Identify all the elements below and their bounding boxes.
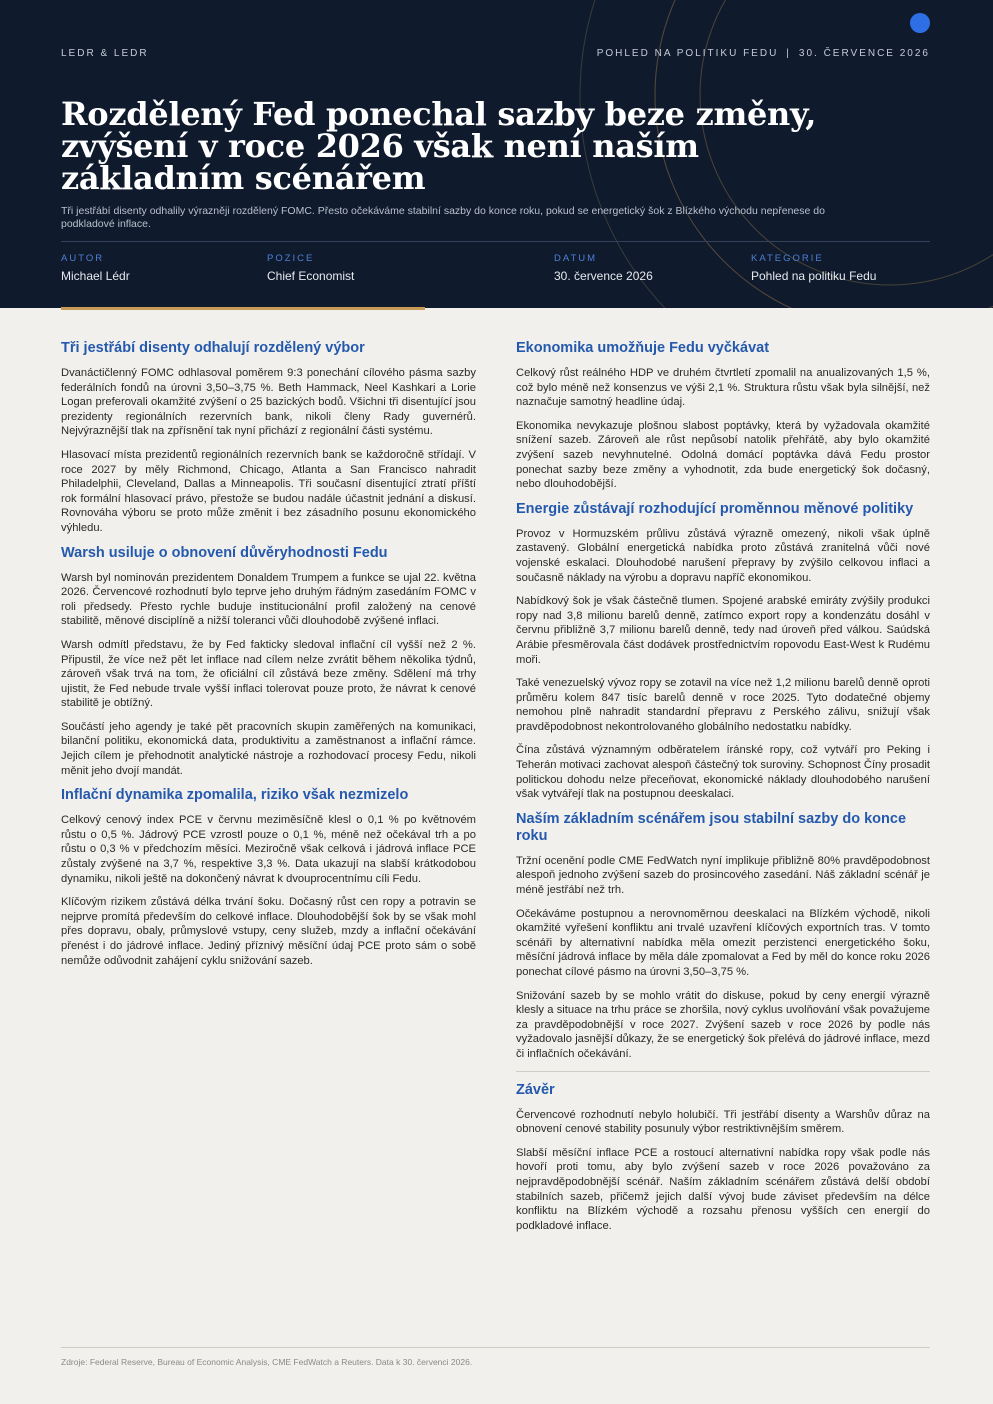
header-section: POHLED NA POLITIKU FEDU bbox=[596, 48, 779, 59]
paragraph: Celkový cenový index PCE v červnu meziměsíčně klesl o 0,1 % po květnovém růstu o 0,5 %. Jádrový PCE vzrostl pouze o 0,1 %, méně než očekával trh a po růstu o 0,3 % v předchozím měsíci. Meziročně však celková i jádrová inflace PCE zůstaly zvýšené na 3,7 %, respektive 3,3 %. Data ukazují na slabší krátkodobou dynamiku, nikoli ještě na dokončený návrat k dvouprocentnímu cíli Fedu. bbox=[61, 814, 476, 885]
paragraph: Warsh byl nominován prezidentem Donaldem Trumpem a funkce se ujal 22. května 2026. Červencové rozhodnutí bylo teprve jeho druhým řádným zasedáním FOMC v roli předsedy. Přesto rychle buduje institucionální profil založený na cenové stabilitě, měnové disciplíně a nižší toleranci vůči dlouhodobě zvýšené inflaci. bbox=[61, 571, 476, 628]
section-conclusion bbox=[516, 1082, 930, 1234]
section-heading: Ekonomika umožňuje Fedu vyčkávat bbox=[516, 340, 770, 356]
meta-category bbox=[751, 253, 876, 283]
section-heading: Energie zůstávají rozhodující proměnnou měnové politiky bbox=[516, 500, 914, 517]
header-banner bbox=[0, 0, 993, 308]
paragraph: Ekonomika nevykazuje plošnou slabost poptávky, která by vyžadovala okamžité snížení sazeb. Zároveň ale růst nepůsobí natolik přehřátě, aby bylo okamžité zvýšení sazeb nevyhnutelné. Odolná domácí poptávka dává Fedu prostor ponechat sazby beze změny a vyhodnotit, zda bude energetický šok dočasný, nebo dlouhodobější. bbox=[516, 419, 930, 491]
left-column bbox=[61, 340, 476, 977]
page-subtitle: Tři jestřábí disenty odhalily výrazněji rozdělený FOMC. Přesto očekáváme stabilní sazby do konce roku, pokud se energetický šok z Blízkého východu nepřenese do podkladové inflace. bbox=[61, 205, 825, 230]
paragraph: Očekáváme postupnou a nerovnoměrnou deeskalaci na Blízkém východě, nikoli okamžité vyřešení konfliktu ani trvalé uzavření klíčových exportních tras. V tomto scénáři by alternativní nabídka měla omezit perzistenci energetického šoku, měsíční jádrová inflace by měla dále zpomalovat a Fed by měl do konce roku 2026 ponechat cílové pásmo na úrovni 3,50–3,75 %. bbox=[516, 907, 930, 978]
paragraph: Slabší měsíční inflace PCE a rostoucí alternativní nabídka ropy však podle nás hovoří proti tomu, aby bylo zvýšení sazeb v roce 2026 považováno za nejpravděpodobnější scénář. Naším základním scénářem zůstává delší období stabilních sazeb, přičemž jejich další vývoj bude záviset především na délce konfliktu na Blízkém východě a rozsahu přenosu vyšších cen energií do podkladové inflace. bbox=[516, 1146, 930, 1232]
paragraph: Warsh odmítl představu, že by Fed fakticky sledoval inflační cíl vyšší než 2 %. Připustil, že více než pět let inflace nad cílem nelze zvrátit během několika týdnů, zároveň však trvá na tom, že oficiální cíl zůstává beze změny. Sdělení má trhy ujistit, že Fed nebude trvale vyšší inflaci tolerovat pouze proto, že návrat k cenové stabilitě je obtížný. bbox=[61, 638, 476, 710]
section-heading: Warsh usiluje o obnovení důvěryhodnosti Fedu bbox=[61, 544, 388, 561]
paragraph: Červencové rozhodnutí nebylo holubičí. Tři jestřábí disenty a Warshův důraz na obnovení cenové stability posunuly výbor restriktivnějším směrem. bbox=[516, 1108, 930, 1136]
footer-sources: Zdroje: Federal Reserve, Bureau of Economic Analysis, CME FedWatch a Reuters. Data k 30. červenci 2026. bbox=[61, 1357, 473, 1367]
section-inflation bbox=[61, 787, 476, 968]
paragraph: Hlasovací místa prezidentů regionálních rezervních bank se každoročně střídají. V roce 2027 by měly Richmond, Chicago, Atlanta a San Francisco nahradit Philadelphii, Cleveland, Dallas a Minneapolis. Tři současní disentující ztratí příští rok formální hlasovací právo, přestože se budou nadále účastnit jednání a diskusí. Rovnováha výboru se proto může změnit i bez zásadního posunu ekonomického výhledu. bbox=[61, 448, 476, 534]
paragraph: Snižování sazeb by se mohlo vrátit do diskuse, pokud by ceny energií výrazně klesly a situace na trhu práce se zhoršila, nový cyklus uvolňování však považujeme za pravděpodobnější v roce 2027. Zvýšení sazeb v roce 2026 by podle nás vyžadovalo jasnější důkazy, že se energetický šok přelévá do jádrové inflace, mezd či inflačních očekávání. bbox=[516, 989, 930, 1060]
header-date: 30. ČERVENCE 2026 bbox=[798, 48, 930, 59]
meta-value: Chief Economist bbox=[267, 269, 355, 283]
meta-value: Pohled na politiku Fedu bbox=[751, 269, 877, 283]
meta-label: KATEGORIE bbox=[751, 253, 824, 264]
paragraph: Provoz v Hormuzském průlivu zůstává výrazně omezený, nikoli však úplně zastavený. Globální energetická nabídka proto zůstává zranitelná vůči nové vojenské eskalaci. Dlouhodobé narušení přepravy by zvýšilo celkovou inflaci a současně náklady na výrobu a dopravu napříč ekonomikou. bbox=[516, 527, 930, 584]
section-energy bbox=[516, 501, 930, 802]
conclusion-divider bbox=[516, 1071, 930, 1072]
paragraph: Klíčovým rizikem zůstává délka trvání šoku. Dočasný růst cen ropy a potravin se nejprve promítá především do celkové inflace. Dlouhodobější šok by se však mohl přes dopravu, obaly, průmyslové vstupy, ceny služeb, mzdy a inflační očekávání přenést i do jádrové inflace. Jediný příznivý měsíční údaj PCE proto sám o sobě nemůže odůvodnit zahájení cyklu snižování sazeb. bbox=[61, 896, 476, 967]
header-section-date bbox=[597, 48, 930, 59]
header-divider bbox=[61, 241, 930, 242]
section-warsh bbox=[61, 545, 476, 779]
paragraph: Také venezuelský vývoz ropy se zotavil na více než 1,2 milionu barelů denně oproti průměru kolem 847 tisíc barelů denně v roce 2025. Tyto dodatečné objemy nemohou plně nahradit standardní přepravu z Perského zálivu, snižují však pravděpodobnost nekontrolovaného globálního nedostatku nabídky. bbox=[516, 677, 930, 733]
meta-value: Michael Lédr bbox=[61, 269, 130, 283]
header-separator: | bbox=[786, 48, 791, 59]
section-heading: Naším základním scénářem jsou stabilní sazby do konce roku bbox=[516, 810, 907, 844]
paragraph: Tržní ocenění podle CME FedWatch nyní implikuje přibližně 80% pravděpodobnost alespoň jednoho zvýšení sazeb do prosincového zasedání. Náš základní scénář je méně jestřábí než trh. bbox=[516, 854, 930, 897]
brand-name: LEDR & LEDR bbox=[61, 48, 149, 59]
paragraph: Čína zůstává významným odběratelem íránské ropy, což vytváří pro Peking i Teherán motivaci zachovat alespoň částečný tok suroviny. Schopnost Číny prosadit politickou dohodu nelze přeceňovat, ekonomické náklady dlouhodobého narušení však vytvářejí tlak na postupnou deeskalaci. bbox=[516, 744, 930, 801]
section-dissents bbox=[61, 340, 476, 536]
paragraph: Součástí jeho agendy je také pět pracovních skupin zaměřených na komunikaci, bilanční politiku, ekonomická data, produktivitu a zaměstnanost a inflační rámce. Jejich cílem je přehodnotit analytické nástroje a rozhodovací procesy Fedu, nikoli měnit jeho dvojí mandát. bbox=[61, 720, 476, 777]
section-heading: Inflační dynamika zpomalila, riziko však nezmizelo bbox=[61, 787, 409, 804]
paragraph: Nabídkový šok je však částečně tlumen. Spojené arabské emiráty zvýšily produkci ropy nad 3,8 milionu barelů denně, zatímco export ropy a kondenzátu dosáhl v červnu přibližně 3,7 milionu barelů denně, tedy nad úroveň před válkou. Saúdská Arábie přesměrovala část dodávek prostřednictvím ropovodu East-West k Rudému moři. bbox=[516, 595, 930, 666]
brand-dot bbox=[910, 13, 930, 33]
section-base-case bbox=[516, 811, 930, 1062]
section-heading: Závěr bbox=[516, 1081, 555, 1098]
accent-line bbox=[61, 307, 425, 310]
meta-value: 30. července 2026 bbox=[554, 269, 653, 283]
meta-label: DATUM bbox=[554, 253, 598, 264]
paragraph: Dvanáctičlenný FOMC odhlasoval poměrem 9:3 ponechání cílového pásma sazby federálních fondů na úrovni 3,50–3,75 %. Beth Hammack, Neel Kashkari a Lorie Logan preferovali okamžité zvýšení o 25 bazických bodů. Všichni tři disentující jsou prezidenty regionálních rezervních bank, nikoli členy Rady guvernérů. Nejvýraznější tlak na zpřísnění tak nyní přichází z regionální části systému. bbox=[61, 367, 476, 438]
section-economy bbox=[516, 340, 930, 492]
right-column bbox=[516, 340, 930, 1242]
meta-date bbox=[554, 253, 653, 283]
page-title: Rozdělený Fed ponechal sazby beze změny, zvýšení v roce 2026 však není naším základním scénářem bbox=[61, 95, 817, 197]
section-heading: Tři jestřábí disenty odhalují rozdělený výbor bbox=[61, 340, 365, 356]
meta-label: POZICE bbox=[267, 253, 315, 264]
meta-label: AUTOR bbox=[61, 253, 105, 264]
meta-author bbox=[61, 253, 130, 283]
paragraph: Celkový růst reálného HDP ve druhém čtvrtletí zpomalil na anualizovaných 1,5 %, což bylo méně než konsenzus ve výši 2,1 %. Struktura růstu však byla silnější, než naznačuje samotný headline údaj. bbox=[516, 367, 930, 409]
meta-position bbox=[267, 253, 354, 283]
footer-divider bbox=[61, 1347, 930, 1348]
